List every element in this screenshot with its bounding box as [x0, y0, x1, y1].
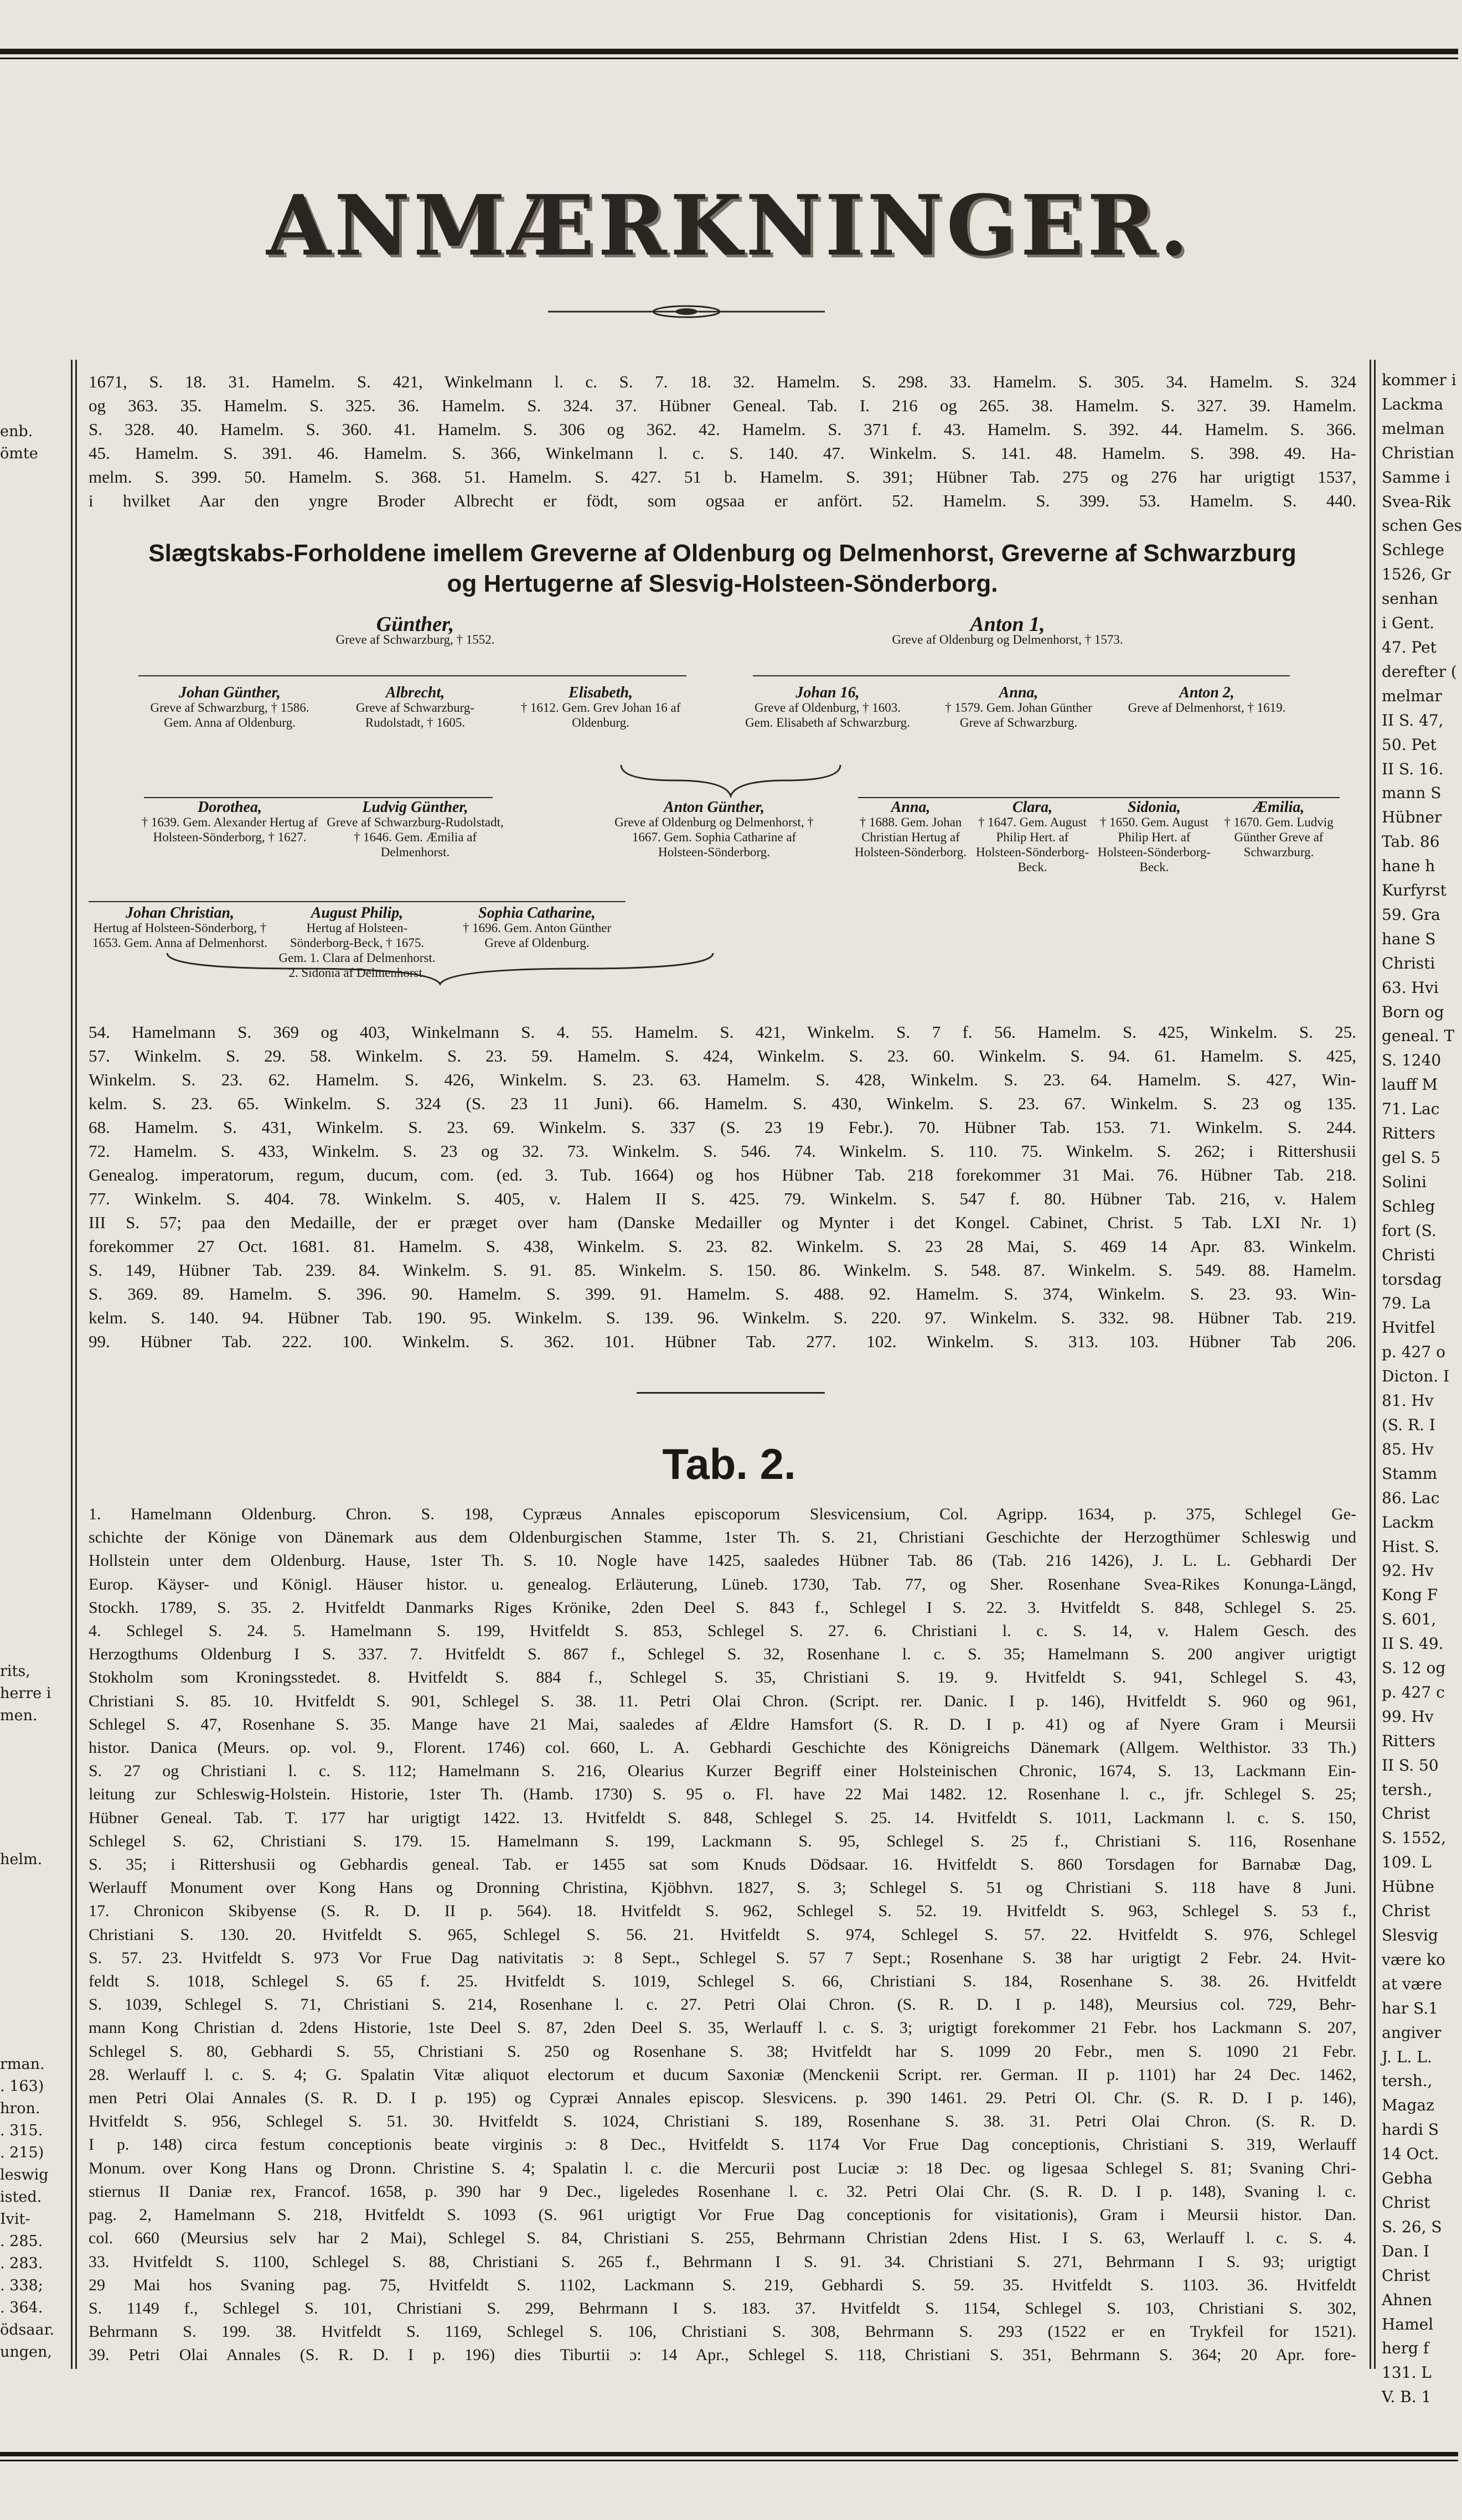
margin-fragment: (S. R. I — [1382, 1415, 1435, 1434]
margin-fragment: Hvitfel — [1382, 1318, 1435, 1337]
tree-elisabeth: Elisabeth, † 1612. Gem. Grev Johan 16 af Oldenburg. — [520, 684, 681, 729]
margin-fragment: være ko — [1382, 1950, 1445, 1969]
tree-sidonia: Sidonia, † 1650. Gem. August Philip Hert. af Holsteen-Sönderborg-Beck. — [1098, 799, 1211, 874]
margin-fragment: Christ — [1382, 2193, 1430, 2212]
margin-fragment: . 338; — [0, 2277, 43, 2294]
notes-paragraph-1 — [89, 370, 1356, 513]
text-line: 4. Schlegel S. 24. 5. Hamelmann S. 199, Hvitfeldt S. 853, Schlegel S. 27. 6. Christiani l. c. S. 14, v. Halem Gesch. des — [89, 1622, 1356, 1641]
margin-fragment: Kurfyrst — [1382, 881, 1446, 900]
margin-fragment: ödsaar. — [0, 2321, 55, 2338]
left-column-rule — [71, 360, 73, 2369]
text-line: Christiani S. 85. 10. Hvitfeldt S. 901, Schlegel S. 38. 11. Petri Olai Chron. (Script. rer. Danic. I p. 146), Hvitfeldt S. 960 og 961, — [89, 1691, 1356, 1710]
text-line: Stockh. 1789, S. 35. 2. Hvitfeldt Danmarks Riges Krönike, 2den Deel S. 843 f., Schlegel I S. 22. 3. Hvitfeldt S. 848, Schlegel S. 25. — [89, 1598, 1356, 1617]
text-line: Genealog. imperatorum, regum, ducum, com. (ed. 3. Tub. 1664) og hos Hübner Tab. 218 forekommer 31 Mai. 76. Hübner Tab. 218. — [89, 1165, 1356, 1184]
margin-fragment: Slesvig — [1382, 1926, 1438, 1944]
margin-fragment: at være — [1382, 1974, 1442, 1993]
text-line: Winkelm. S. 23. 62. Hamelm. S. 426, Winkelm. S. 23. 63. Hamelm. S. 428, Winkelm. S. 23. 64. Hamelm. S. 427, Win- — [89, 1070, 1356, 1089]
text-line: S. 1149 f., Schlegel S. 101, Christiani S. 299, Behrmann I S. 183. 37. Hvitfeldt S. 1154, Schlegel S. 103, Christiani S. 302, — [89, 2299, 1356, 2317]
text-line: schichte der Könige von Dänemark aus dem Oldenburgischen Stamme, 1ster Th. S. 21, Christiani Geschichte der Herzogthümer Schleswig und — [89, 1528, 1356, 1547]
text-line: Schlegel S. 47, Rosenhane S. 35. Mange have 21 Mai, saaledes af Ældre Hamsfort (S. R. D. I p. 41) og af Nyere Gram i Meursii — [89, 1715, 1356, 1734]
text-line: leitung zur Schleswig-Holstein. Historie, 1ster Th. (Hamb. 1730) S. 95 o. Fl. have 22 Mai 1482. 12. Rosenhane l. c., jfr. Schlegel S. 25; — [89, 1785, 1356, 1804]
text-line: S. 149, Hübner Tab. 239. 84. Winkelm. S. 91. 85. Winkelm. S. 150. 86. Winkelm. S. 548. 87. Winkelm. S. 549. 88. Hamelm. — [89, 1260, 1356, 1280]
margin-fragment: II S. 16. — [1382, 759, 1444, 778]
text-line: I p. 148) circa festum conceptionis beate virginis ɔ: 8 Dec., Hvitfeldt S. 1174 Vor Frue Dag conceptionis, Christiani S. 319, Werlauff — [89, 2135, 1356, 2154]
bottom-rule-thin — [0, 2460, 1458, 2461]
tree-brace-1 — [620, 764, 841, 797]
margin-fragment: 14 Oct. — [1382, 2145, 1439, 2164]
margin-fragment: lauff M — [1382, 1075, 1438, 1094]
margin-fragment: Lackma — [1382, 395, 1444, 413]
margin-fragment: p. 427 o — [1382, 1343, 1445, 1362]
margin-fragment: . 315. — [0, 2122, 43, 2139]
margin-fragment: schen Ges — [1382, 516, 1462, 535]
margin-fragment: Hübne — [1382, 1877, 1434, 1896]
margin-fragment: hardi S — [1382, 2120, 1439, 2139]
margin-fragment: melmar — [1382, 686, 1442, 705]
margin-fragment: 79. La — [1382, 1294, 1431, 1313]
text-line: Behrmann S. 199. 38. Hvitfeldt S. 1169, Schlegel S. 106, Christiani S. 308, Behrmann S. 293 (1522 er en Trykfeil for 1521). — [89, 2322, 1356, 2341]
tree-johan-christian: Johan Christian, Hertug af Holsteen-Sönderborg, † 1653. Gem. Anna af Delmenhorst. — [92, 904, 268, 950]
text-line: Hvitfeldt S. 956, Schlegel S. 51. 30. Hvitfeldt S. 1024, Christiani S. 189, Rosenhane S. 38. 31. Petri Olai Chron. (S. R. D. — [89, 2112, 1356, 2131]
margin-fragment: enb. — [0, 423, 33, 440]
text-line: 29 Mai hos Svaning pag. 75, Hvitfeldt S. 1102, Lackmann S. 219, Gebhardi S. 59. 35. Hvitfeldt S. 1103. 36. Hvitfeldt — [89, 2275, 1356, 2294]
margin-fragment: ungen, — [0, 2343, 53, 2361]
margin-fragment: 63. Hvi — [1382, 978, 1439, 997]
margin-fragment: . 283. — [0, 2255, 43, 2272]
text-line: col. 660 (Meursius selv har 2 Mai), Schlegel S. 84, Christiani S. 255, Behrmann Christian 2dens Hist. I S. 63, Werlauff l. c. S. 4. — [89, 2229, 1356, 2248]
ornament-divider — [548, 303, 825, 320]
text-line: Werlauff Monument over Kong Hans og Dronning Christina, Kjöbhvn. 1827, S. 3; Schlegel S. 51 og Christiani S. 118 have 8 Juni. — [89, 1879, 1356, 1897]
margin-fragment: . 215) — [0, 2144, 44, 2161]
tree-anton2: Anton 2, Greve af Delmenhorst, † 1619. — [1128, 684, 1286, 715]
margin-fragment: Hamel — [1382, 2315, 1434, 2333]
tree-aemilia: Æmilia, † 1670. Gem. Ludvig Günther Greve af Schwarzburg. — [1224, 799, 1334, 859]
page-title: ANMÆRKNINGER. — [266, 177, 1192, 275]
margin-fragment: tersh., — [1382, 1780, 1433, 1799]
tree-anna-1: Anna, † 1579. Gem. Johan Günther Greve af Schwarzburg. — [945, 684, 1092, 729]
margin-fragment: 50. Pet — [1382, 735, 1437, 754]
margin-fragment: 47. Pet — [1382, 638, 1437, 656]
margin-fragment: fort (S. — [1382, 1221, 1437, 1240]
margin-fragment: Hist. S. — [1382, 1537, 1439, 1556]
text-line: S. 328. 40. Hamelm. S. 360. 41. Hamelm. S. 306 og 362. 42. Hamelm. S. 371 f. 43. Hamelm. S. 392. 44. Hamelm. S. 366. — [89, 420, 1356, 439]
margin-fragment: S. 12 og — [1382, 1659, 1446, 1678]
margin-fragment: Christ — [1382, 2266, 1430, 2285]
right-margin-column — [1382, 368, 1462, 2407]
notes-paragraph-2 — [89, 1020, 1356, 1353]
text-line: 77. Winkelm. S. 404. 78. Winkelm. S. 405, v. Halem II S. 425. 79. Winkelm. S. 547 f. 80. Hübner Tab. 216, v. Halem — [89, 1189, 1356, 1208]
tree-line-anton — [753, 675, 1290, 676]
margin-fragment: 59. Gra — [1382, 905, 1440, 924]
text-line: 99. Hübner Tab. 222. 100. Winkelm. S. 362. 101. Hübner Tab. 277. 102. Winkelm. S. 313. 103. Hübner Tab 206. — [89, 1332, 1356, 1351]
margin-fragment: . 364. — [0, 2299, 43, 2316]
tree-ludvig-gunther: Ludvig Günther, Greve af Schwarzburg-Rudolstadt, † 1646. Gem. Æmilia af Delmenhorst. — [327, 799, 504, 859]
tree-gunther: Günther, Greve af Schwarzburg, † 1552. — [335, 613, 495, 646]
text-line: Stokholm som Kroningsstedet. 8. Hvitfeldt S. 884 f., Schlegel S. 35, Christiani S. 19. 9. Hvitfeldt S. 941, Schlegel S. 43, — [89, 1668, 1356, 1687]
text-line: pag. 2, Hamelmann S. 218, Hvitfeldt S. 1093 (S. 961 urigtigt Vor Frue Dag conceptionis for visitationis), Gram i Meursii histor. Dan. — [89, 2206, 1356, 2224]
margin-fragment: Christ — [1382, 1902, 1430, 1921]
margin-fragment: herg f — [1382, 2339, 1429, 2358]
margin-fragment: kommer i — [1382, 371, 1456, 389]
margin-fragment: Ritters — [1382, 1124, 1435, 1143]
text-line: III S. 57; paa den Medaille, der er præget over ham (Danske Medailler og Mynter i det Kongel. Cabinet, Christ. 5 Tab. LXI Nr. 1) — [89, 1213, 1356, 1232]
margin-fragment: . 285. — [0, 2233, 43, 2250]
text-line: Herzogthums Oldenburg I S. 337. 7. Hvitfeldt S. 867 f., Schlegel S. 32, Rosenhane l. c. S. 35; Hamelmann S. 200 angiver urigtigt — [89, 1645, 1356, 1664]
tree-anton1: Anton 1, Greve af Oldenburg og Delmenhorst, † 1573. — [892, 613, 1123, 646]
text-line: 72. Hamelm. S. 433, Winkelm. S. 23 og 32. 73. Winkelm. S. 546. 74. Winkelm. S. 110. 75. Winkelm. S. 262; i Rittershusii — [89, 1141, 1356, 1161]
tree-brace-2 — [166, 952, 714, 985]
margin-fragment: gel S. 5 — [1382, 1148, 1441, 1167]
text-line: Hollstein unter dem Oldenburg. Hause, 1ster Th. S. 10. Nogle have 1425, saaledes Hübner Tab. 86 (Tab. 216 1426), J. L. L. Gebhardi Der — [89, 1551, 1356, 1570]
text-line: S. 1039, Schlegel S. 71, Christiani S. 214, Rosenhane l. c. 27. Petri Olai Chron. (S. R. D. I p. 148), Meursius col. 729, Behr- — [89, 1995, 1356, 2014]
margin-fragment: isted. — [0, 2188, 42, 2206]
tree-albrecht: Albrecht, Greve af Schwarzburg-Rudolstadt, † 1605. — [355, 684, 475, 729]
margin-fragment: geneal. T — [1382, 1027, 1455, 1046]
top-rule-thin — [0, 58, 1458, 59]
tree-anna-2: Anna, † 1688. Gem. Johan Christian Hertug af Holsteen-Sönderborg. — [854, 799, 967, 859]
text-line: forekommer 27 Oct. 1681. 81. Hamelm. S. 438, Winkelm. S. 23. 82. Winkelm. S. 23 28 Mai, S. 469 14 Apr. 83. Winkelm. — [89, 1236, 1356, 1256]
text-line: og 363. 35. Hamelm. S. 325. 36. Hamelm. S. 324. 37. Hübner Geneal. Tab. I. 216 og 265. 38. Hamelm. S. 327. 39. Hamelm. — [89, 396, 1356, 415]
margin-fragment: Christi — [1382, 1245, 1435, 1264]
text-line: melm. S. 399. 50. Hamelm. S. 368. 51. Hamelm. S. 427. 51 b. Hamelm. S. 391; Hübner Tab. 275 og 276 har urigtigt 1537, — [89, 467, 1356, 487]
margin-fragment: p. 427 c — [1382, 1683, 1445, 1701]
margin-fragment: senhan — [1382, 589, 1438, 608]
margin-fragment: Christian — [1382, 443, 1455, 462]
margin-fragment: . 163) — [0, 2078, 44, 2095]
text-line: kelm. S. 140. 94. Hübner Tab. 190. 95. Winkelm. S. 139. 96. Winkelm. S. 220. 97. Winkelm. S. 332. 98. Hübner Tab. 219. — [89, 1308, 1356, 1327]
margin-fragment: 92. Hv — [1382, 1561, 1434, 1580]
margin-fragment: Ahnen — [1382, 2290, 1432, 2309]
text-line: 17. Chronicon Skibyense (S. R. D. II p. 564). 18. Hvitfeldt S. 962, Schlegel S. 52. 19. Hvitfeldt S. 963, Schlegel S. 53 f., — [89, 1902, 1356, 1921]
text-line: histor. Danica (Meurs. op. vol. 9., Florent. 1746) col. 660, L. A. Gebhardi Geschichte des Königreichs Dänemark (Allgem. Welthistor. 33 Th.) — [89, 1738, 1356, 1757]
margin-fragment: har S.1 — [1382, 1999, 1438, 2017]
text-line: S. 35; i Rittershusii og Gebhardis geneal. Tab. er 1455 sat som Knuds Dödsaar. 16. Hvitfeldt S. 860 Torsdagen for Barnabæ Dag, — [89, 1855, 1356, 1874]
section-title-line1: Slægtskabs-Forholdene imellem Greverne af Oldenburg og Delmenhorst, Greverne af Schwarzburg — [148, 540, 1296, 567]
margin-fragment: S. 1552, — [1382, 1829, 1446, 1848]
section-separator — [637, 1392, 825, 1394]
text-line: S. 369. 89. Hamelm. S. 396. 90. Hamelm. S. 399. 91. Hamelm. S. 488. 92. Hamelm. S. 374, Winkelm. S. 23. 93. Win- — [89, 1284, 1356, 1303]
margin-fragment: Kong F — [1382, 1586, 1438, 1605]
text-line: stiernus II Daniæ rex, Francof. 1658, p. 390 har 9 Dec., ligeledes Rosenhane l. c. 32. Petri Olai Chr. (S. R. D. I p. 148), Svaning l. c. — [89, 2182, 1356, 2201]
margin-fragment: Ritters — [1382, 1731, 1435, 1750]
text-line: 1671, S. 18. 31. Hamelm. S. 421, Winkelmann l. c. S. 7. 18. 32. Hamelm. S. 298. 33. Hamelm. S. 305. 34. Hamelm. S. 324 — [89, 372, 1356, 391]
margin-fragment: Tab. 86 — [1382, 832, 1440, 851]
text-line: mann Kong Christian d. 2dens Historie, 1ste Deel S. 87, 2den Deel S. 35, Werlauff l. c. S. 3; urigtigt forekommer 21 Febr. hos Lackmann S. 207, — [89, 2019, 1356, 2037]
margin-fragment: Samme i — [1382, 468, 1450, 487]
margin-fragment: S. 601, — [1382, 1610, 1437, 1629]
margin-fragment: II S. 47, — [1382, 711, 1444, 729]
margin-fragment: hane S — [1382, 929, 1436, 948]
text-line: i hvilket Aar den yngre Broder Albrecht er födt, som ogsaa er anfört. 52. Hamelm. S. 399. 53. Hamelm. S. 440. — [89, 491, 1356, 510]
margin-fragment: 86. Lac — [1382, 1488, 1440, 1507]
margin-fragment: hron. — [0, 2100, 40, 2117]
margin-fragment: rman. — [0, 2056, 45, 2073]
margin-fragment: tersh., — [1382, 2072, 1433, 2090]
margin-fragment: V. B. 1 — [1382, 2388, 1432, 2407]
notes-paragraph-3 — [89, 1503, 1356, 2367]
text-line: Christiani S. 130. 20. Hvitfeldt S. 965, Schlegel S. 56. 21. Hvitfeldt S. 974, Schlegel S. 57. 22. Hvitfeldt S. 976, Schlegel — [89, 1925, 1356, 1944]
margin-fragment: leswig — [0, 2166, 49, 2183]
tree-line-row2-left — [144, 797, 493, 798]
margin-fragment: Christ — [1382, 1804, 1430, 1823]
margin-fragment: 109. L — [1382, 1853, 1432, 1872]
margin-fragment: 99. Hv — [1382, 1707, 1434, 1726]
text-line: S. 27 og Christiani l. c. S. 112; Hamelmann S. 216, Olearius Kurzer Begriff einer Holsteinischen Chronic, 1674, S. 13, Lackmann Ein- — [89, 1762, 1356, 1781]
text-line: 45. Hamelm. S. 391. 46. Hamelm. S. 366, Winkelmann l. c. S. 140. 47. Winkelm. S. 141. 48. Hamelm. S. 398. 49. Ha- — [89, 443, 1356, 463]
margin-fragment: Christi — [1382, 954, 1435, 972]
text-line: feldt S. 1018, Schlegel S. 65 f. 25. Hvitfeldt S. 1019, Schlegel S. 66, Christiani S. 184, Rosenhane S. 38. 26. Hvitfeldt — [89, 1972, 1356, 1991]
tree-anton-gunther: Anton Günther, Greve af Oldenburg og Delmenhorst, † 1667. Gem. Sophia Catharine af Holsteen-Sönderborg. — [614, 799, 814, 859]
text-line: Europ. Käyser- und Königl. Häuser histor. u. genealog. Erläuterung, Lüneb. 1730, Tab. 77, og Sher. Rosenhane Svea-Rikes Konunga-Längd, — [89, 1575, 1356, 1593]
text-line: 68. Hamelm. S. 431, Winkelm. S. 23. 69. Winkelm. S. 337 (S. 23 19 Febr.). 70. Hübner Tab. 153. 71. Winkelm. S. 244. — [89, 1117, 1356, 1137]
text-line: 33. Hvitfeldt S. 1100, Schlegel S. 88, Christiani S. 265 f., Behrmann I S. 91. 34. Christiani S. 271, Behrmann I S. 93; urigtigt — [89, 2252, 1356, 2271]
tree-line-row2-right — [858, 797, 1340, 798]
text-line: 28. Werlauff l. c. S. 4; G. Spalatin Vitæ aliquot electorum et ducum Saxoniæ (Menckenii Script. rer. German. II p. 1101) har 24 Dec. 1462, — [89, 2065, 1356, 2084]
margin-fragment: Hübner — [1382, 808, 1442, 827]
tree-johan16: Johan 16, Greve af Oldenburg, † 1603. Gem. Elisabeth af Schwarzburg. — [745, 684, 910, 729]
margin-fragment: torsdag — [1382, 1270, 1442, 1289]
text-line: 54. Hamelmann S. 369 og 403, Winkelmann S. 4. 55. Hamelm. S. 421, Winkelm. S. 7 f. 56. Hamelm. S. 425, Winkelm. S. 25. — [89, 1022, 1356, 1042]
margin-fragment: Lackm — [1382, 1513, 1434, 1531]
margin-fragment: Solini — [1382, 1172, 1427, 1191]
text-line: Schlegel S. 80, Gebhardi S. 55, Christiani S. 250 og Rosenhane S. 38; Hvitfeldt har S. 1099 20 Febr., men S. 1090 21 Febr. — [89, 2042, 1356, 2061]
margin-fragment: II S. 50 — [1382, 1756, 1439, 1774]
margin-fragment: Gebha — [1382, 2169, 1433, 2188]
margin-fragment: Schleg — [1382, 1197, 1435, 1215]
margin-fragment: men. — [0, 1707, 38, 1724]
text-line: men Petri Olai Annales (S. R. D. I p. 195) og Cypræi Annales episcop. Slesvicens. p. 390 1461. 29. Petri Ol. Chr. (S. R. D. I p. 146), — [89, 2089, 1356, 2108]
margin-fragment: mann S — [1382, 784, 1442, 803]
margin-fragment: herre i — [0, 1685, 51, 1702]
text-line: Schlegel S. 62, Christiani S. 179. 15. Hamelmann S. 199, Lackmann S. 95, Schlegel S. 25 f., Christiani S. 116, Rosenhane — [89, 1831, 1356, 1850]
margin-fragment: melman — [1382, 419, 1445, 438]
tree-august-philip: August Philip, Hertug af Holsteen-Sönderborg-Beck, † 1675. Gem. 1. Clara af Delmenhorst. 2. Sidonia af Delmenhorst. — [278, 904, 436, 980]
top-rule — [0, 49, 1458, 54]
margin-fragment: Ivit- — [0, 2211, 30, 2228]
right-column-rule-2 — [1374, 360, 1376, 2369]
text-line: Hübner Geneal. Tab. T. 177 har urigtigt 1422. 13. Hvitfeldt S. 848, Schlegel S. 25. 14. Hvitfeldt S. 1011, Lackmann l. c. S. 150, — [89, 1808, 1356, 1827]
margin-fragment: Dan. I — [1382, 2242, 1430, 2260]
section-title-line2: og Hertugerne af Slesvig-Holsteen-Sönderborg. — [447, 570, 998, 597]
margin-fragment: Schlege — [1382, 541, 1444, 560]
margin-fragment: J. L. L. — [1382, 2047, 1432, 2066]
margin-fragment: 85. Hv — [1382, 1440, 1434, 1458]
margin-fragment: hane h — [1382, 857, 1435, 876]
tree-line-gunther — [138, 675, 686, 676]
margin-fragment: Svea-Rik — [1382, 492, 1451, 511]
tree-clara: Clara, † 1647. Gem. August Philip Hert. af Holsteen-Sönderborg-Beck. — [976, 799, 1089, 874]
text-line: S. 57. 23. Hvitfeldt S. 973 Vor Frue Dag nativitatis ɔ: 8 Sept., Schlegel S. 57 7 Sept.; Rosenhane S. 38 har urigtigt 2 Febr. 24. Hvit- — [89, 1948, 1356, 1967]
margin-fragment: II S. 49. — [1382, 1634, 1444, 1653]
margin-fragment: i Gent. — [1382, 614, 1434, 633]
tree-sophia-catharine: Sophia Catharine, † 1696. Gem. Anton Günther Greve af Oldenburg. — [462, 904, 612, 950]
margin-fragment: 1526, Gr — [1382, 565, 1451, 584]
margin-fragment: rits, — [0, 1663, 30, 1680]
tree-dorothea: Dorothea, † 1639. Gem. Alexander Hertug af Holsteen-Sönderborg, † 1627. — [141, 799, 318, 844]
margin-fragment: Dicton. I — [1382, 1367, 1450, 1386]
margin-fragment: 81. Hv — [1382, 1391, 1434, 1410]
tab2-heading: Tab. 2. — [662, 1440, 796, 1488]
margin-fragment: 71. Lac — [1382, 1100, 1440, 1119]
tree-line-row3 — [89, 901, 626, 902]
margin-fragment: derefter ( — [1382, 662, 1457, 681]
text-line: 1. Hamelmann Oldenburg. Chron. S. 198, Cypræus Annales episcoporum Slesvicensium, Col. Agripp. 1634, p. 375, Schlegel Ge- — [89, 1505, 1356, 1523]
margin-fragment: Magaz — [1382, 2096, 1434, 2115]
margin-fragment: angiver — [1382, 2023, 1442, 2042]
margin-fragment: S. 26, S — [1382, 2217, 1442, 2236]
margin-fragment: Stamm — [1382, 1464, 1438, 1483]
bottom-rule — [0, 2452, 1458, 2456]
text-line: kelm. S. 23. 65. Winkelm. S. 324 (S. 23 11 Juni). 66. Hamelm. S. 430, Winkelm. S. 23. 67. Winkelm. S. 23 og 135. — [89, 1094, 1356, 1113]
left-margin-column — [0, 421, 61, 2369]
margin-fragment: 131. L — [1382, 2363, 1432, 2382]
margin-fragment: helm. — [0, 1851, 43, 1868]
text-line: 57. Winkelm. S. 29. 58. Winkelm. S. 23. 59. Hamelm. S. 424, Winkelm. S. 23. 60. Winkelm. S. 94. 61. Hamelm. S. 425, — [89, 1046, 1356, 1065]
left-column-rule-2 — [75, 360, 77, 2369]
text-line: 39. Petri Olai Annales (S. R. D. I p. 196) dies Tiburtii ɔ: 14 Apr., Schlegel S. 118, Christiani S. 351, Behrmann S. 364; 20 Apr. fore- — [89, 2346, 1356, 2364]
right-column-rule — [1370, 360, 1371, 2369]
margin-fragment: S. 1240 — [1382, 1051, 1442, 1070]
margin-fragment: Born og — [1382, 1002, 1444, 1021]
margin-fragment: ömte — [0, 445, 38, 462]
text-line: Monum. over Kong Hans og Dronn. Christine S. 4; Spalatin l. c. die Mercurii post Luciæ ɔ: 18 Dec. og ligesaa Schlegel S. 81; Svaning Chri- — [89, 2159, 1356, 2177]
tree-johan-gunther: Johan Günther, Greve af Schwarzburg, † 1586. Gem. Anna af Oldenburg. — [150, 684, 309, 729]
